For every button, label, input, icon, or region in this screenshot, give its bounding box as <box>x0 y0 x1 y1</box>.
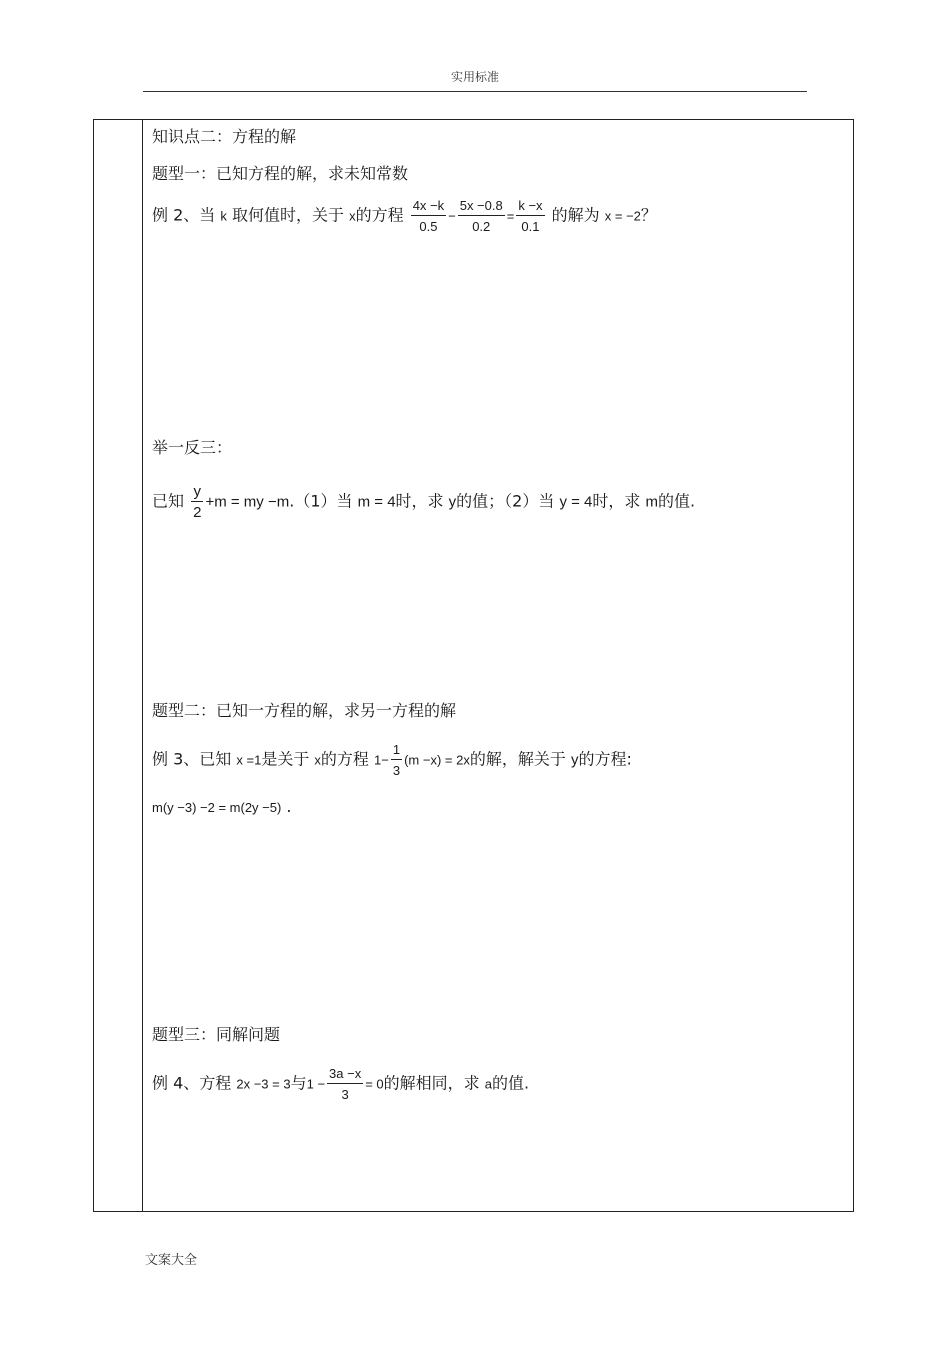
pr-var-m: m <box>645 493 658 511</box>
ex2-fraction-1-den: 0.5 <box>419 219 438 234</box>
type2-heading: 题型二：已知一方程的解，求另一方程的解 <box>152 701 457 720</box>
ex3-rest: (m −x) = 2x <box>404 752 470 768</box>
ex3-text-4: 的解，解关于 <box>469 749 566 769</box>
ex3-end: . <box>286 797 292 816</box>
ex3-target-equation: m(y −3) −2 = m(2y −5) <box>152 800 282 815</box>
ex4-fraction <box>327 1066 363 1102</box>
example-4 <box>152 1066 529 1102</box>
ex4-text-3: 的解相同，求 <box>383 1073 480 1093</box>
ex4-var-a: a <box>484 1076 492 1092</box>
ex2-fraction-1-num: 4x −k <box>411 198 446 216</box>
pr-condition-1: m = 4 <box>357 493 396 511</box>
ex2-fraction-3-den: 0.1 <box>521 219 540 234</box>
table-column-divider <box>142 119 143 1212</box>
ex3-var-y: y <box>570 751 579 769</box>
pr-text-1: 已知 <box>152 491 185 511</box>
ex4-fraction-den: 3 <box>341 1087 349 1102</box>
ex3-text-2: 是关于 <box>261 749 310 769</box>
ex2-text-1: 例 2、当 <box>152 205 216 225</box>
example-3 <box>152 742 632 778</box>
pr-equation: +m = my −m <box>205 493 290 511</box>
type3-heading: 题型三：同解问题 <box>152 1025 281 1044</box>
type1-heading: 题型一：已知方程的解，求未知常数 <box>152 164 409 183</box>
ex2-text-4: 的解为 <box>551 205 600 225</box>
ex4-equation-1: 2x −3 = 3 <box>236 1076 291 1092</box>
ex4-lhs: 1 − <box>306 1076 326 1092</box>
ex4-text-2: 与 <box>290 1073 307 1093</box>
ex2-fraction-2-num: 5x −0.8 <box>458 198 505 216</box>
pr-text-6: 的值. <box>657 491 696 511</box>
pr-text-2: .（1）当 <box>289 491 353 511</box>
pr-text-4: 的值；（2）当 <box>456 491 555 511</box>
practice-problem <box>152 484 695 520</box>
ex4-text-4: 的值. <box>492 1073 530 1093</box>
pr-text-5: 时，求 <box>592 491 641 511</box>
ex3-fraction-den: 3 <box>392 763 401 778</box>
ex3-text-5: 的方程: <box>578 749 632 769</box>
pr-fraction-num: y <box>191 484 203 502</box>
ex3-text-3: 的方程 <box>320 749 369 769</box>
pr-fraction-den: 2 <box>193 504 202 521</box>
ex4-fraction-num: 3a −x <box>327 1066 363 1084</box>
ex3-var-x: x <box>314 752 321 768</box>
ex2-fraction-2 <box>458 198 505 234</box>
ex2-fraction-3-num: k −x <box>516 198 544 216</box>
ex2-text-2: 取何值时，关于 <box>231 205 344 225</box>
ex2-solution: x = −2 <box>604 208 641 224</box>
content-table <box>93 119 854 1212</box>
ex2-text-3: 的方程 <box>355 205 404 225</box>
ex3-fraction <box>391 742 402 778</box>
ex2-fraction-2-den: 0.2 <box>472 219 491 234</box>
example-3-equation <box>152 797 292 818</box>
pr-condition-2: y = 4 <box>559 493 593 511</box>
ex2-operator-2: = <box>506 208 515 224</box>
ex2-fraction-3 <box>516 198 544 234</box>
header-rule <box>143 91 807 92</box>
ex4-rhs: = 0 <box>365 1076 384 1092</box>
pr-var-y: y <box>448 493 457 511</box>
ex3-condition: x =1 <box>236 752 262 768</box>
ex2-text-5: ？ <box>640 205 657 225</box>
ex3-fraction-num: 1 <box>391 742 402 760</box>
ex4-text-1: 例 4、方程 <box>152 1073 232 1093</box>
example-2 <box>152 198 657 234</box>
ex2-var-k: k <box>220 208 227 224</box>
ex3-lhs: 1− <box>374 752 389 768</box>
ex2-var-x: x <box>349 208 356 224</box>
page-footer: 文案大全 <box>145 1253 198 1268</box>
pr-text-3: 时，求 <box>395 491 444 511</box>
ex3-text-1: 例 3、已知 <box>152 749 232 769</box>
ex2-fraction-1 <box>411 198 446 234</box>
ex2-operator-1: − <box>448 208 456 224</box>
practice-heading: 举一反三： <box>152 438 233 457</box>
page-header-title: 实用标准 <box>450 70 499 84</box>
pr-fraction <box>191 484 203 520</box>
section-title: 知识点二：方程的解 <box>152 127 297 146</box>
